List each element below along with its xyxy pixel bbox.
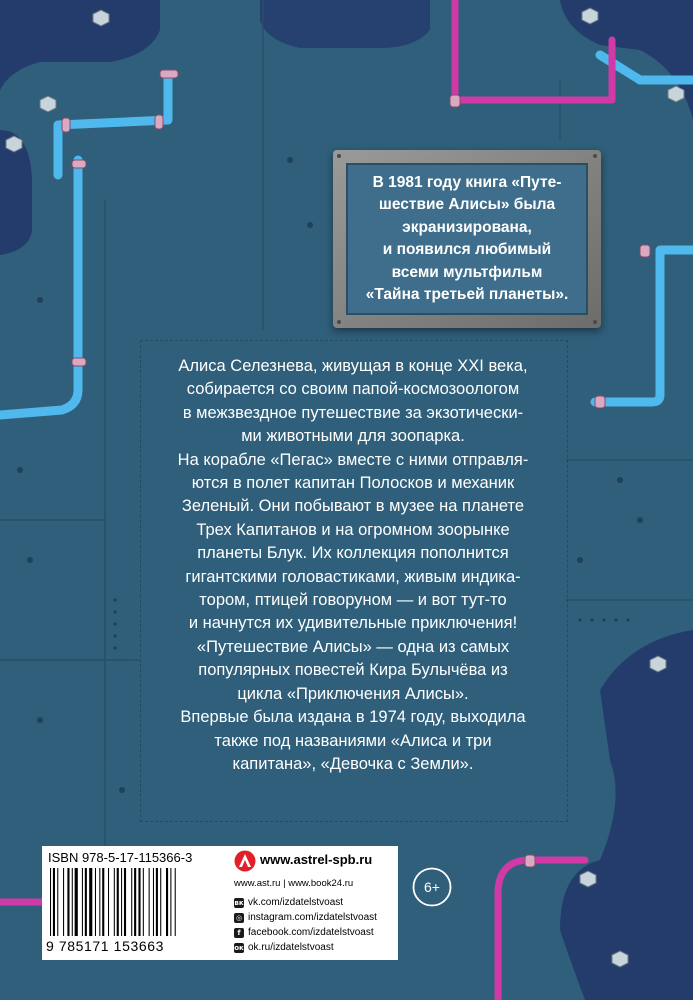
info-plate xyxy=(333,150,601,328)
description-line: Впервые была издана в 1974 году, выходила xyxy=(180,708,526,727)
machinery-bottom-right xyxy=(560,630,693,1000)
machinery-top-left xyxy=(0,0,160,90)
social-links xyxy=(234,895,377,955)
description-line: капитана», «Девочка с Земли». xyxy=(232,754,474,773)
description-line: планеты Блук. Их коллекция пополнится xyxy=(197,544,509,563)
plate-rivet xyxy=(593,320,597,324)
description-line: в межзвездное путешествие за экзотически- xyxy=(182,403,524,422)
description-line: На корабле «Пегас» вместе с ними отправля- xyxy=(177,450,529,469)
barcode-icon xyxy=(50,868,220,936)
plate-line: всеми мультфильм xyxy=(391,263,543,281)
facebook-icon: f xyxy=(234,928,244,938)
publisher-site[interactable]: www.astrel-spb.ru xyxy=(260,852,373,867)
plate-rivet xyxy=(593,154,597,158)
social-link-text: ok.ru/izdatelstvoast xyxy=(248,942,334,953)
description-line: цикла «Приключения Алисы». xyxy=(237,684,469,703)
description-line: «Путешествие Алисы» — одна из самых xyxy=(196,637,510,656)
publisher-logo-icon xyxy=(234,850,256,872)
barcode-digits: 9 785171 153663 xyxy=(46,938,164,954)
description-line: Зеленый. Они побывают в музее на планете xyxy=(181,497,525,516)
description-line: также под названиями «Алиса и три xyxy=(214,731,492,750)
plate-text xyxy=(366,172,569,307)
social-link-facebook[interactable] xyxy=(234,925,377,940)
machinery-top-center xyxy=(260,0,430,48)
plate-line: шествие Алисы» была xyxy=(378,196,556,213)
social-link-text: vk.com/izdatelstvoast xyxy=(248,897,344,908)
instagram-icon: ◎ xyxy=(235,913,243,922)
plate-rivet xyxy=(337,320,341,324)
description-line: тором, птицей говоруном — и вот тут-то xyxy=(199,591,507,610)
vk-icon: вк xyxy=(234,898,244,907)
description-line: Алиса Селезнева, живущая в конце XXI века, xyxy=(178,357,528,375)
isbn-label: ISBN 978-5-17-115366-3 xyxy=(48,850,193,865)
description-line: популярных повестей Кира Булычёва из xyxy=(198,661,508,680)
publisher-info xyxy=(230,846,398,960)
plate-line: и появился любимый xyxy=(382,241,552,258)
social-link-vk[interactable] xyxy=(234,895,377,910)
plate-screen xyxy=(346,163,588,315)
social-link-text: facebook.com/izdatelstvoast xyxy=(248,927,374,938)
description-line: ются в полет капитан Полосков и механик xyxy=(191,474,515,493)
publisher-sites[interactable]: www.ast.ru | www.book24.ru xyxy=(234,878,354,889)
social-link-ok[interactable] xyxy=(234,940,377,955)
barcode-block xyxy=(42,846,230,960)
blue-pipe-right xyxy=(595,250,692,402)
description-line: собирается со своим папой-космозоологом xyxy=(186,380,520,399)
social-link-text: instagram.com/izdatelstvoast xyxy=(248,912,377,923)
ok-icon: ок xyxy=(234,943,244,952)
description-line: Трех Капитанов и на огромном зоорынке xyxy=(196,520,510,539)
age-rating-text: 6+ xyxy=(424,879,440,895)
plate-line: «Тайна третьей планеты». xyxy=(365,286,569,303)
plate-line: В 1981 году книга «Путе- xyxy=(372,173,562,191)
plate-rivet xyxy=(337,154,341,158)
description-line: гигантскими головастиками, живым индика- xyxy=(185,567,521,586)
book-description xyxy=(140,355,566,776)
description-line: и начнутся их удивительные приключения! xyxy=(188,614,518,633)
description-line: ми животными для зоопарка. xyxy=(241,427,465,446)
plate-line: экранизирована, xyxy=(402,218,532,236)
social-link-instagram[interactable] xyxy=(234,910,377,925)
